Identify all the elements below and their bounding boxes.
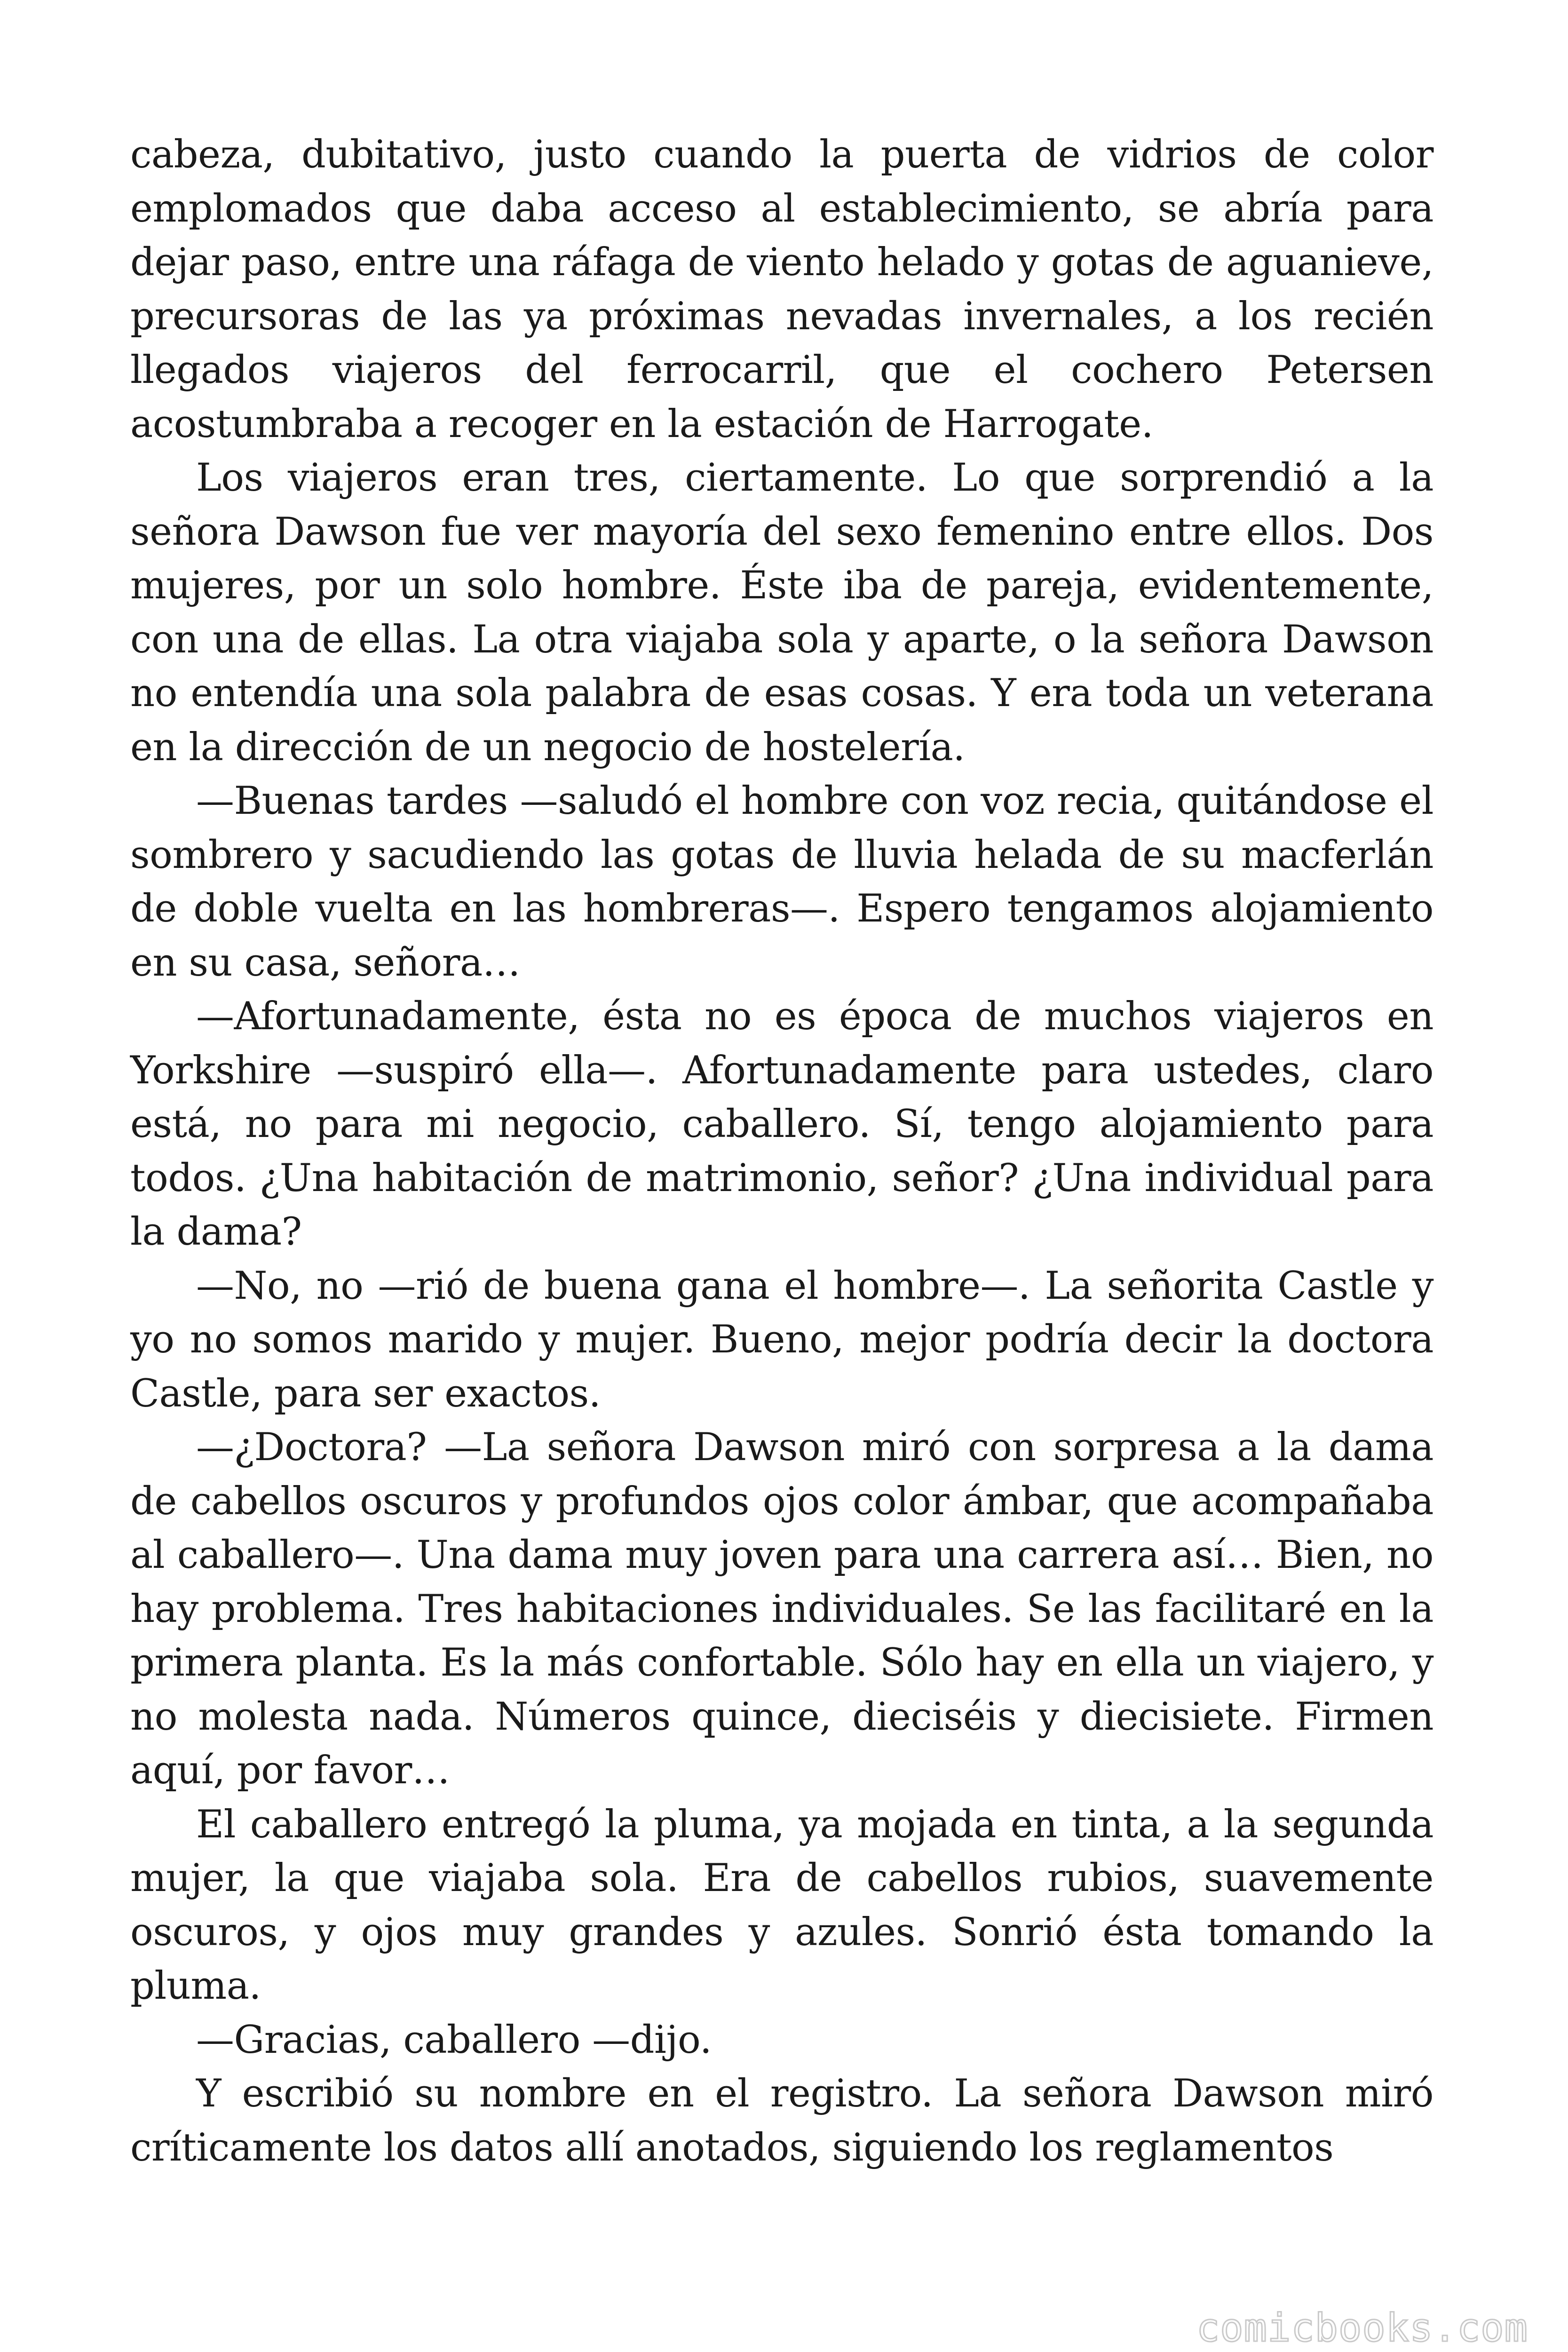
watermark: comicbooks.com [1196,2306,1528,2351]
paragraph-3: —Buenas tardes —saludó el hombre con voz recia, quitándose el sombrero y sacudiendo las gotas de lluvia helada de su macferlán de doble vuelta en las hombreras—. Espero tengamos alojamiento en su casa, señora… [130,779,1433,985]
paragraph-5: —No, no —rió de buena gana el hombre—. La señorita Castle y yo no somos marido y mujer. Bueno, mejor podría decir la doctora Castle, para ser exactos. [130,1263,1433,1416]
paragraph-1: cabeza, dubitativo, justo cuando la puerta de vidrios de color emplomados que daba acceso al establecimiento, se abría para dejar paso, entre una ráfaga de viento helado y gotas de aguanieve, precursoras de las ya próximas nevadas invernales, a los recién llegados viajeros del ferrocarril, que el cochero Petersen acostumbraba a recoger en la estación de Harrogate. [130,133,1433,446]
paragraph-4: —Afortunadamente, ésta no es época de muchos viajeros en Yorkshire —suspiró ella—. Afortunadamente para ustedes, claro está, no para mi negocio, caballero. Sí, tengo alojamiento para todos. ¿Una habitación de matrimonio, señor? ¿Una individual para la dama? [130,994,1433,1254]
paragraph-6: —¿Doctora? —La señora Dawson miró con sorpresa a la dama de cabellos oscuros y profundos ojos color ámbar, que acompañaba al caballero—. Una dama muy joven para una carrera así… Bien, no hay problema. Tres habitaciones individuales. Se las facilitaré en la primera planta. Es la más confortable. Sólo hay en ella un viajero, y no molesta nada. Números quince, dieciséis y diecisiete. Firmen aquí, por favor… [130,1425,1433,1793]
paragraph-2: Los viajeros eran tres, ciertamente. Lo que sorprendió a la señora Dawson fue ver mayoría del sexo femenino entre ellos. Dos mujeres, por un solo hombre. Éste iba de pareja, evidentemente, con una de ellas. La otra viajaba sola y aparte, o la señora Dawson no entendía una sola palabra de esas cosas. Y era toda un veterana en la dirección de un negocio de hostelería. [130,456,1433,770]
paragraph-8: —Gracias, caballero —dijo. [196,2018,712,2062]
paragraph-9: Y escribió su nombre en el registro. La señora Dawson miró críticamente los datos allí anotados, siguiendo los reglamentos [130,2072,1433,2170]
page-body [130,128,1433,2175]
paragraph-7: El caballero entregó la pluma, ya mojada en tinta, a la segunda mujer, la que viajaba sola. Era de cabellos rubios, suavemente oscuros, y ojos muy grandes y azules. Sonrió ésta tomando la pluma. [130,1802,1433,2008]
